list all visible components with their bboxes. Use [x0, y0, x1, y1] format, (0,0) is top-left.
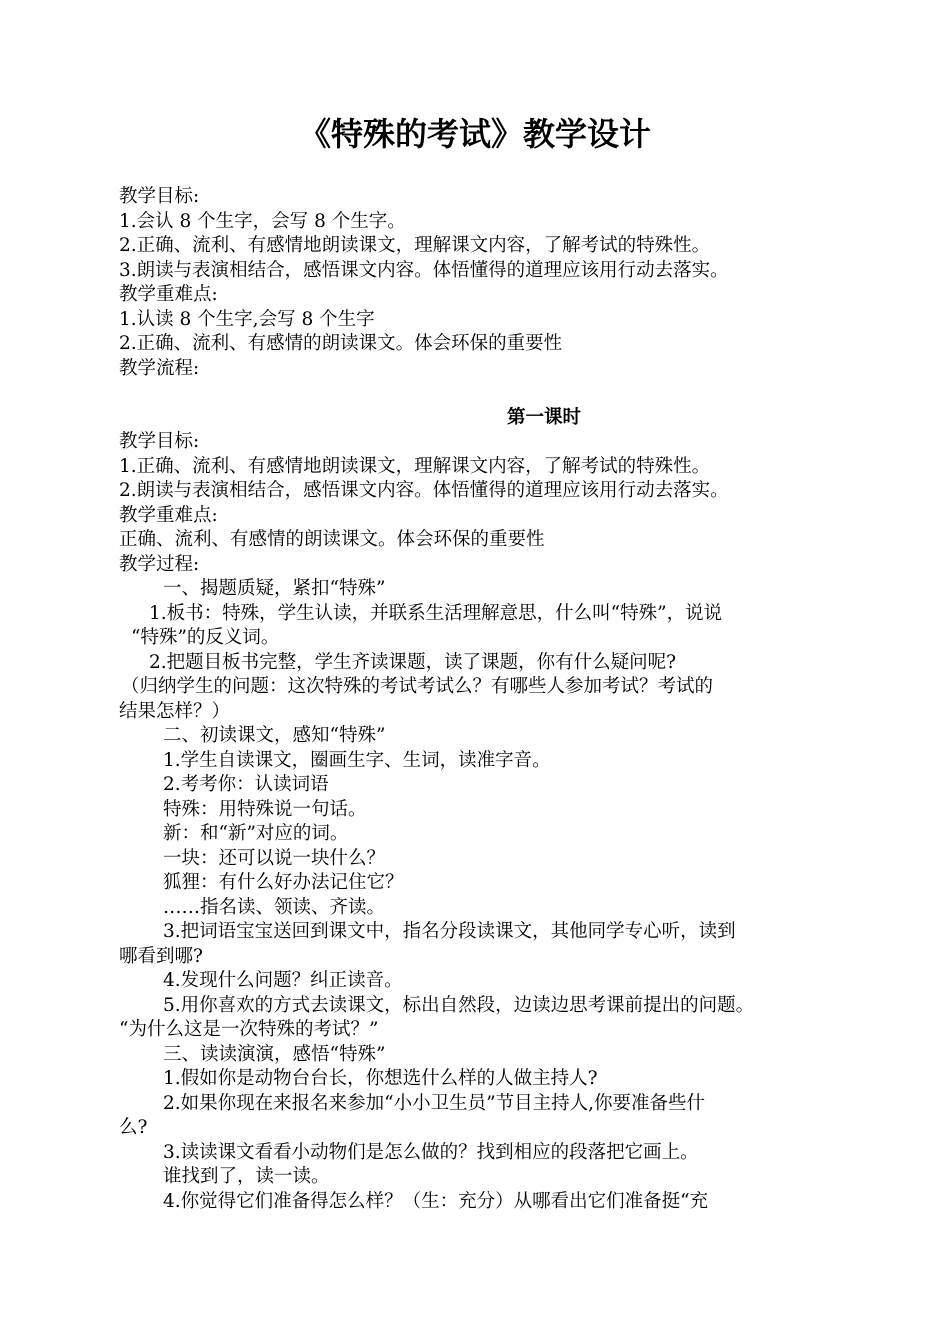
section-note: 谁找到了，读一读。: [163, 1166, 330, 1187]
section-item-continued: “特殊”的反义词。: [131, 627, 280, 648]
key-points-heading: 教学重难点:: [119, 284, 218, 305]
vocab-item: 狐狸：有什么好办法记住它？: [163, 872, 404, 893]
lesson-heading: 第一课时: [506, 406, 581, 428]
section-item: 4.发现什么问题？纠正读音。: [163, 970, 403, 991]
section-item-continued: 么?: [119, 1117, 148, 1138]
section-item: 1.假如你是动物台台长，你想选什么样的人做主持人?: [163, 1068, 598, 1089]
lesson-goals-heading: 教学目标:: [119, 431, 200, 452]
section-note: （归纳学生的问题：这次特殊的考试考试么？有哪些人参加考试？考试的: [121, 676, 714, 697]
vocab-item: 一块：还可以说一块什么？: [163, 847, 386, 869]
section-item: 1.板书：特殊，学生认读，并联系生活理解意思，什么叫“特殊”，说说: [149, 602, 723, 624]
goal-item: 2.正确、流利、有感情地朗读课文，理解课文内容，了解考试的特殊性。: [119, 235, 711, 256]
vocab-item: ……指名读、领读、齐读。: [163, 896, 386, 918]
section-heading: 三、读读演演，感悟“特殊”: [163, 1043, 386, 1065]
document-title: 《特殊的考试》教学设计: [298, 115, 651, 153]
section-item: 3.把词语宝宝送回到课文中，指名分段读课文，其他同学专心听，读到: [163, 921, 736, 942]
section-item: 3.读读课文看看小动物们是怎么做的？找到相应的段落把它画上。: [163, 1141, 699, 1163]
goal-item: 3.朗读与表演相结合，感悟课文内容。体悟懂得的道理应该用行动去落实。: [119, 259, 729, 281]
lesson-key-points-heading: 教学重难点:: [119, 504, 218, 526]
lesson-goal-item: 1.正确、流利、有感情地朗读课文，理解课文内容，了解考试的特殊性。: [119, 455, 711, 477]
section-item: 4.你觉得它们准备得怎么样？（生：充分）从哪看出它们准备挺“充: [163, 1190, 709, 1212]
section-item-continued: “为什么这是一次特殊的考试？”: [119, 1019, 379, 1040]
lesson-process-heading: 教学过程:: [119, 553, 200, 575]
vocab-item: 特殊：用特殊说一句话。: [163, 798, 367, 820]
document-body: [119, 185, 849, 1214]
section-item-continued: 哪看到哪?: [119, 945, 203, 967]
key-point-item: 2.正确、流利、有感情的朗读课文。体会环保的重要性: [119, 333, 563, 354]
key-point-item: 1.认读 8 个生字,会写 8 个生字: [119, 308, 375, 330]
goal-item: 1.会认 8 个生字，会写 8 个生字。: [119, 210, 406, 232]
process-heading: 教学流程:: [119, 357, 200, 379]
goals-heading: 教学目标:: [119, 186, 200, 207]
vocab-item: 新：和“新”对应的词。: [163, 823, 349, 844]
lesson-goal-item: 2.朗读与表演相结合，感悟课文内容。体悟懂得的道理应该用行动去落实。: [119, 480, 729, 501]
section-heading: 一、揭题质疑，紧扣“特殊”: [163, 578, 386, 599]
spacer: [119, 381, 849, 406]
section-item: 5.用你喜欢的方式去读课文，标出自然段，边读边思考课前提出的问题。: [163, 994, 755, 1016]
section-item: 1.学生自读课文，圈画生字、生词，读准字音。: [163, 749, 551, 771]
section-heading: 二、初读课文，感知“特殊”: [163, 725, 386, 746]
section-note-continued: 结果怎样？）: [119, 700, 231, 722]
section-item: 2.考考你：认读词语: [163, 774, 329, 795]
lesson-key-point: 正确、流利、有感情的朗读课文。体会环保的重要性: [119, 529, 545, 550]
section-item: 2.把题目板书完整，学生齐读课题，读了课题，你有什么疑问呢?: [149, 651, 677, 673]
section-item: 2.如果你现在来报名来参加“小小卫生员”节目主持人,你要准备些什: [163, 1092, 705, 1114]
